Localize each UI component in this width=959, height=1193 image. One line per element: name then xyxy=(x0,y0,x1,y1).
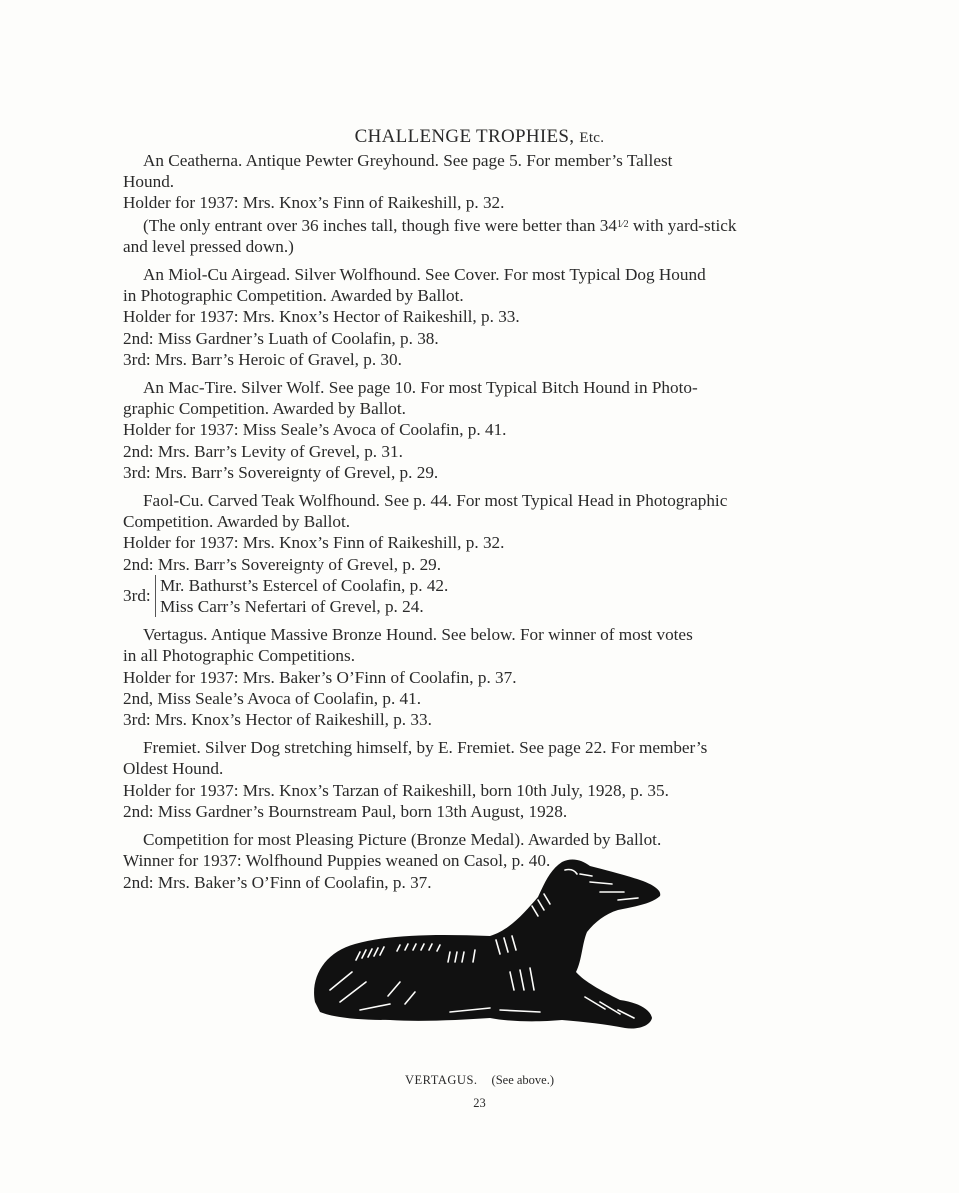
third-place-tie xyxy=(123,575,843,617)
tie-line: Miss Carr’s Nefertari of Grevel, p. 24. xyxy=(160,597,424,617)
entry-heading: An Miol-Cu Airgead. Silver Wolfhound. See Cover. For most Typical Dog Hound xyxy=(143,265,706,285)
second-place-line: 2nd: Miss Gardner’s Bournstream Paul, born 13th August, 1928. xyxy=(123,801,568,821)
page-number: 23 xyxy=(473,1096,486,1110)
title-suffix: Etc. xyxy=(579,130,605,146)
entry-heading: Competition for most Pleasing Picture (Bronze Medal). Awarded by Ballot. xyxy=(143,830,662,850)
entry-heading: Vertagus. Antique Massive Bronze Hound. See below. For winner of most votes xyxy=(143,625,693,645)
trophy-entry-vertagus xyxy=(123,624,843,730)
note-text-end: with yard-stick xyxy=(628,215,737,235)
reclining-greyhound-illustration xyxy=(300,852,670,1037)
third-place-line: 3rd: Mrs. Barr’s Heroic of Gravel, p. 30. xyxy=(123,349,402,369)
title-text: CHALLENGE TROPHIES, xyxy=(354,126,575,147)
trophy-entry-an-mac-tire xyxy=(123,377,843,483)
fraction: 1⁄2 xyxy=(616,218,629,230)
entry-heading: Fremiet. Silver Dog stretching himself, by E. Fremiet. See page 22. For member’s xyxy=(143,738,708,758)
trophy-entry-an-miol-cu-airgead xyxy=(123,264,843,370)
trophy-entry-fremiet xyxy=(123,737,843,822)
holder-line: Holder for 1937: Mrs. Knox’s Tarzan of Raikeshill, born 10th July, 1928, p. 35. xyxy=(123,780,669,800)
trophy-entry-faol-cu xyxy=(123,490,843,617)
entry-heading: Faol-Cu. Carved Teak Wolfhound. See p. 44. For most Typical Head in Photographic xyxy=(143,491,728,511)
caption-note: (See above.) xyxy=(491,1073,555,1087)
holder-line: Holder for 1937: Mrs. Knox’s Hector of Raikeshill, p. 33. xyxy=(123,307,520,327)
entry-note xyxy=(123,214,843,236)
third-place-line: 3rd: Mrs. Knox’s Hector of Raikeshill, p. 33. xyxy=(123,710,432,730)
trophy-entry-an-ceatherna xyxy=(123,150,843,257)
entry-line: in Photographic Competition. Awarded by Ballot. xyxy=(123,286,464,306)
entry-line: graphic Competition. Awarded by Ballot. xyxy=(123,399,406,419)
tie-line: Mr. Bathurst’s Estercel of Coolafin, p. 42. xyxy=(160,575,449,595)
entry-heading: An Ceatherna. Antique Pewter Greyhound. See page 5. For member’s Tallest xyxy=(143,151,673,170)
entry-line: Hound. xyxy=(123,172,175,192)
caption-title: VERTAGUS. xyxy=(404,1073,478,1087)
second-place-line: 2nd: Mrs. Baker’s O’Finn of Coolafin, p. 37. xyxy=(123,872,432,892)
greyhound-silhouette xyxy=(314,859,660,1028)
holder-line: Holder for 1937: Mrs. Baker’s O’Finn of Coolafin, p. 37. xyxy=(123,667,517,687)
second-place-line: 2nd: Mrs. Barr’s Levity of Grevel, p. 31. xyxy=(123,441,403,461)
entry-line: and level pressed down.) xyxy=(123,236,294,256)
second-place-line: 2nd: Miss Gardner’s Luath of Coolafin, p. 38. xyxy=(123,328,439,348)
illustration-caption xyxy=(0,1073,959,1088)
entry-line: in all Photographic Competitions. xyxy=(123,646,356,666)
tie-brace xyxy=(155,575,448,617)
holder-line: Holder for 1937: Miss Seale’s Avoca of Coolafin, p. 41. xyxy=(123,420,507,440)
trophy-list xyxy=(123,150,843,900)
second-place-line: 2nd: Mrs. Barr’s Sovereignty of Grevel, p. 29. xyxy=(123,554,442,574)
entry-line: Competition. Awarded by Ballot. xyxy=(123,512,351,532)
holder-line: Holder for 1937: Mrs. Knox’s Finn of Raikeshill, p. 32. xyxy=(123,533,505,553)
holder-line: Holder for 1937: Mrs. Knox’s Finn of Raikeshill, p. 32. xyxy=(123,193,505,213)
second-place-line: 2nd, Miss Seale’s Avoca of Coolafin, p. 41. xyxy=(123,688,422,708)
page-title xyxy=(0,126,959,148)
tie-label: 3rd: xyxy=(123,586,151,606)
entry-line: Oldest Hound. xyxy=(123,759,224,779)
entry-heading: An Mac-Tire. Silver Wolf. See page 10. For most Typical Bitch Hound in Photo- xyxy=(143,378,698,398)
third-place-line: 3rd: Mrs. Barr’s Sovereignty of Grevel, p. 29. xyxy=(123,462,439,482)
winner-line: Winner for 1937: Wolfhound Puppies weaned on Casol, p. 40. xyxy=(123,851,551,871)
note-text: (The only entrant over 36 inches tall, though five were better than 34 xyxy=(143,215,617,235)
